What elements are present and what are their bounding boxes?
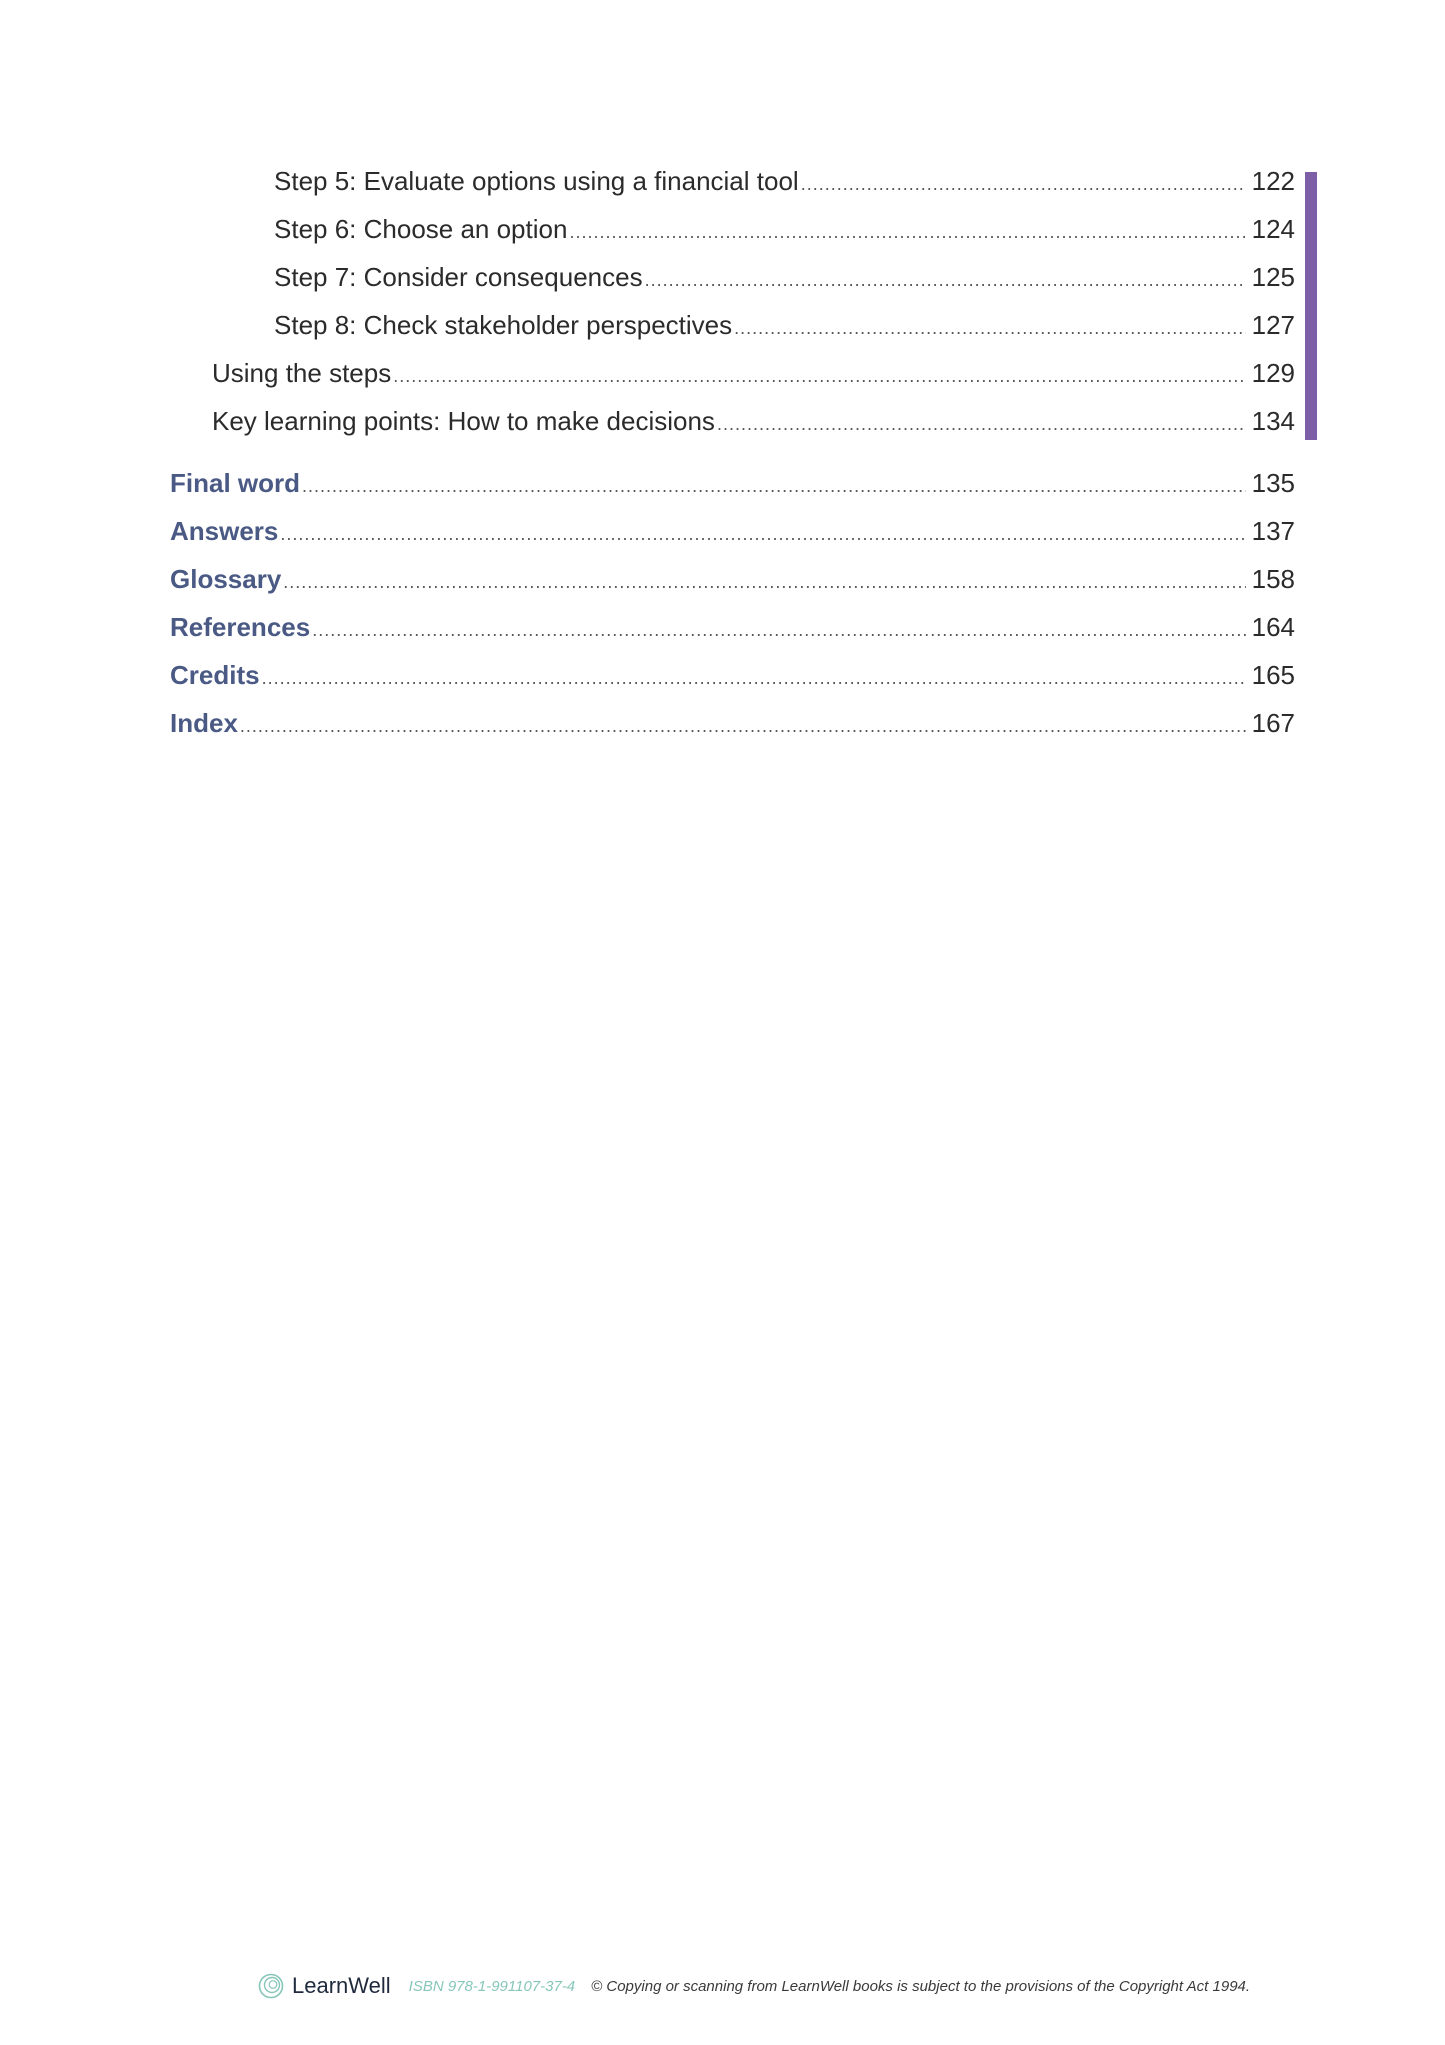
toc-entry-step-5[interactable]	[274, 164, 1295, 198]
toc-entry-step-8[interactable]	[274, 308, 1295, 342]
toc-entry-label: Glossary	[170, 564, 282, 594]
toc-entry-page: 158	[1251, 564, 1295, 594]
dot-leader	[280, 520, 1245, 548]
toc-entry-page: 122	[1251, 166, 1295, 196]
toc-entry-page: 129	[1251, 358, 1295, 388]
toc-entry-label: Step 7: Consider consequences	[274, 262, 643, 292]
dot-leader	[645, 266, 1246, 294]
toc-entry-answers[interactable]	[170, 514, 1295, 548]
chapter-side-bar	[1305, 172, 1317, 440]
toc-entry-references[interactable]	[170, 610, 1295, 644]
toc-entry-using-the-steps[interactable]	[212, 356, 1295, 390]
toc-entry-page: 127	[1251, 310, 1295, 340]
toc-entry-page: 124	[1251, 214, 1295, 244]
toc-entry-final-word[interactable]	[170, 466, 1295, 500]
toc-entry-key-learning-points[interactable]	[212, 404, 1295, 438]
toc-entry-step-6[interactable]	[274, 212, 1295, 246]
dot-leader	[801, 170, 1246, 198]
toc-entry-page: 164	[1251, 612, 1295, 642]
toc-entry-label: Using the steps	[212, 358, 392, 388]
logo-text: LearnWell	[292, 1973, 391, 1998]
toc-entry-label: Key learning points: How to make decisions	[212, 406, 715, 436]
dot-leader	[312, 616, 1245, 644]
toc-entry-label: Credits	[170, 660, 260, 690]
isbn-text: ISBN 978-1-991107-37-4	[408, 1977, 576, 1995]
toc-entry-label: Step 8: Check stakeholder perspectives	[274, 310, 733, 340]
dot-leader	[240, 712, 1246, 740]
toc-entry-page: 165	[1251, 660, 1295, 690]
dot-leader	[262, 664, 1246, 692]
toc-entry-label: Index	[170, 708, 238, 738]
toc-entry-label: References	[170, 612, 311, 642]
dot-leader	[283, 568, 1245, 596]
toc-entry-page: 125	[1251, 262, 1295, 292]
toc-entry-label: Step 6: Choose an option	[274, 214, 568, 244]
toc-entry-step-7[interactable]	[274, 260, 1295, 294]
toc-entry-credits[interactable]	[170, 658, 1295, 692]
learnwell-logo-icon	[258, 1973, 284, 1999]
page-footer	[258, 1968, 1250, 2004]
copyright-notice: © Copying or scanning from LearnWell books is subject to the provisions of the Copyright Act 1994.	[591, 1977, 1251, 1995]
dot-leader	[302, 472, 1246, 500]
toc-entry-label: Answers	[170, 516, 279, 546]
toc-entry-label: Final word	[170, 468, 300, 498]
toc-entry-page: 167	[1251, 708, 1295, 738]
toc-entry-page: 137	[1251, 516, 1295, 546]
toc-entry-page: 135	[1251, 468, 1295, 498]
dot-leader	[717, 410, 1246, 438]
toc-entry-page: 134	[1251, 406, 1295, 436]
dot-leader	[393, 362, 1245, 390]
dot-leader	[734, 314, 1245, 342]
toc-entry-index[interactable]	[170, 706, 1295, 740]
toc-entry-glossary[interactable]	[170, 562, 1295, 596]
dot-leader	[569, 218, 1245, 246]
toc-entry-label: Step 5: Evaluate options using a financial tool	[274, 166, 799, 196]
